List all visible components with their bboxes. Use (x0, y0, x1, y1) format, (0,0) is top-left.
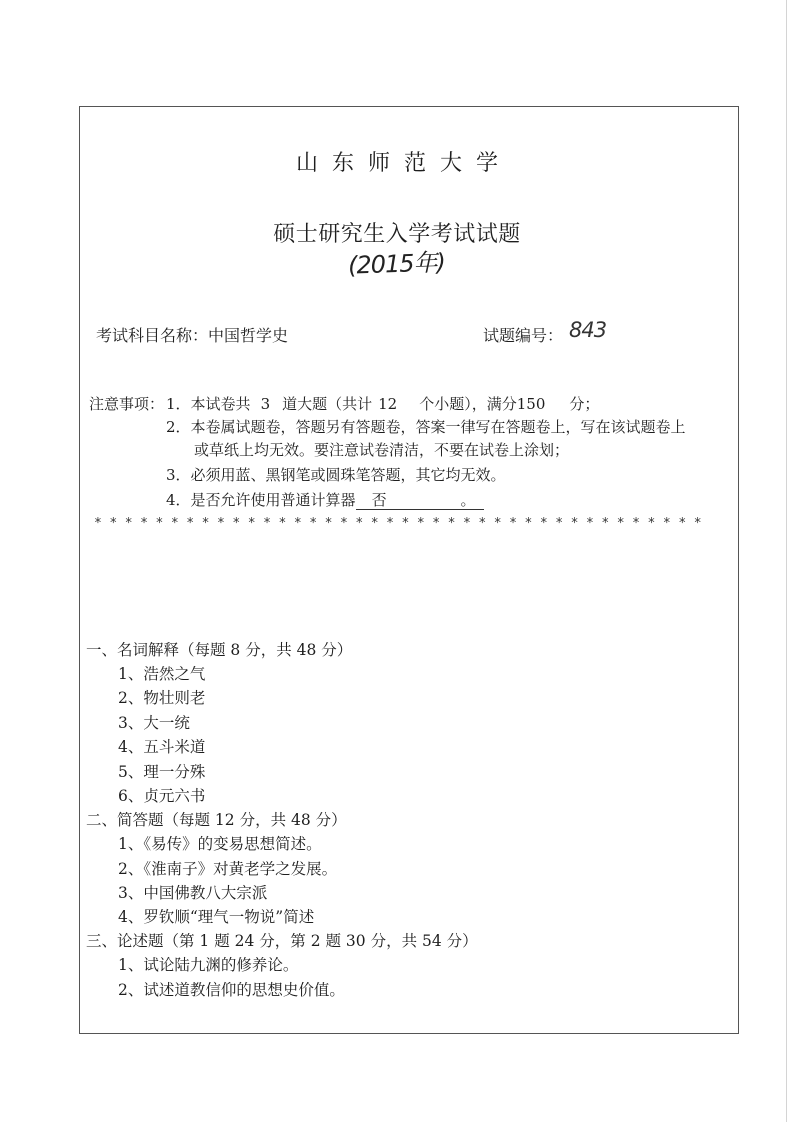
question-item: 2、物壮则老 (118, 689, 206, 707)
note-text: 必须用蓝、黑钢笔或圆珠笔答题，其它均无效。 (190, 466, 506, 484)
full-score: 150 (516, 395, 546, 413)
notes-label: 注意事项： (89, 395, 165, 413)
note-number: 1． (166, 395, 191, 413)
exam-title: 硕士研究生入学考试试题 (273, 222, 521, 247)
handwritten-year: (2015年) (347, 248, 446, 280)
minor-question-count: 12 (378, 395, 398, 413)
note-number: 3． (166, 466, 191, 484)
section-title-essay: 三、论述题（第 1 题 24 分，第 2 题 30 分，共 54 分） (86, 932, 478, 950)
exam-code-label: 试题编号： (483, 326, 564, 345)
question-item: 3、大一统 (118, 714, 190, 732)
question-item: 2、试述道教信仰的思想史价值。 (118, 981, 345, 999)
subject-label: 考试科目名称： (96, 326, 209, 345)
note-item-2 (166, 420, 686, 435)
note-number: 2． (166, 418, 191, 436)
note-item-3 (166, 468, 506, 483)
section-title-terms: 一、名词解释（每题 8 分，共 48 分） (86, 641, 353, 659)
question-item: 4、五斗米道 (118, 738, 206, 756)
note-item-2-continued: 或草纸上均无效。要注意试卷清洁，不要在试卷上涂划； (194, 441, 570, 459)
subject-line (96, 323, 288, 346)
question-item: 1、试论陆九渊的修养论。 (118, 956, 299, 974)
major-question-count: 3 (260, 395, 271, 413)
question-item: 6、贞元六书 (118, 787, 206, 805)
note-item-4 (166, 493, 484, 510)
note-number: 4． (166, 491, 191, 509)
note-item-1 (166, 397, 599, 412)
calculator-answer-field (356, 493, 484, 510)
note-text: 道大题（共计 (282, 395, 373, 413)
note-text: 本卷属试题卷，答题另有答题卷，答案一律写在答题卷上，写在该试题卷上 (190, 418, 686, 436)
question-item: 4、罗钦顺“理气一物说”简述 (118, 908, 315, 926)
note-text: 本试卷共 (190, 395, 251, 413)
note-text: 个小题），满分 (419, 395, 517, 413)
subject-value: 中国哲学史 (208, 326, 289, 345)
question-item: 5、理一分殊 (118, 763, 206, 781)
note-text: 分； (569, 395, 600, 413)
asterisk-separator: **************************************** (94, 516, 710, 531)
question-item: 2、《淮南子》对黄老学之发展。 (118, 860, 338, 878)
school-name: 山东师范大学 (295, 151, 512, 176)
exam-code-value: 843 (569, 318, 607, 342)
answer-period: 。 (460, 491, 476, 509)
note-text: 是否允许使用普通计算器 (190, 491, 356, 509)
question-item: 3、中国佛教八大宗派 (118, 884, 268, 902)
section-title-short-answer: 二、简答题（每题 12 分，共 48 分） (86, 811, 347, 829)
question-item: 1、《易传》的变易思想简述。 (118, 835, 322, 853)
calculator-answer: 否 (371, 491, 387, 509)
question-item: 1、浩然之气 (118, 665, 206, 683)
